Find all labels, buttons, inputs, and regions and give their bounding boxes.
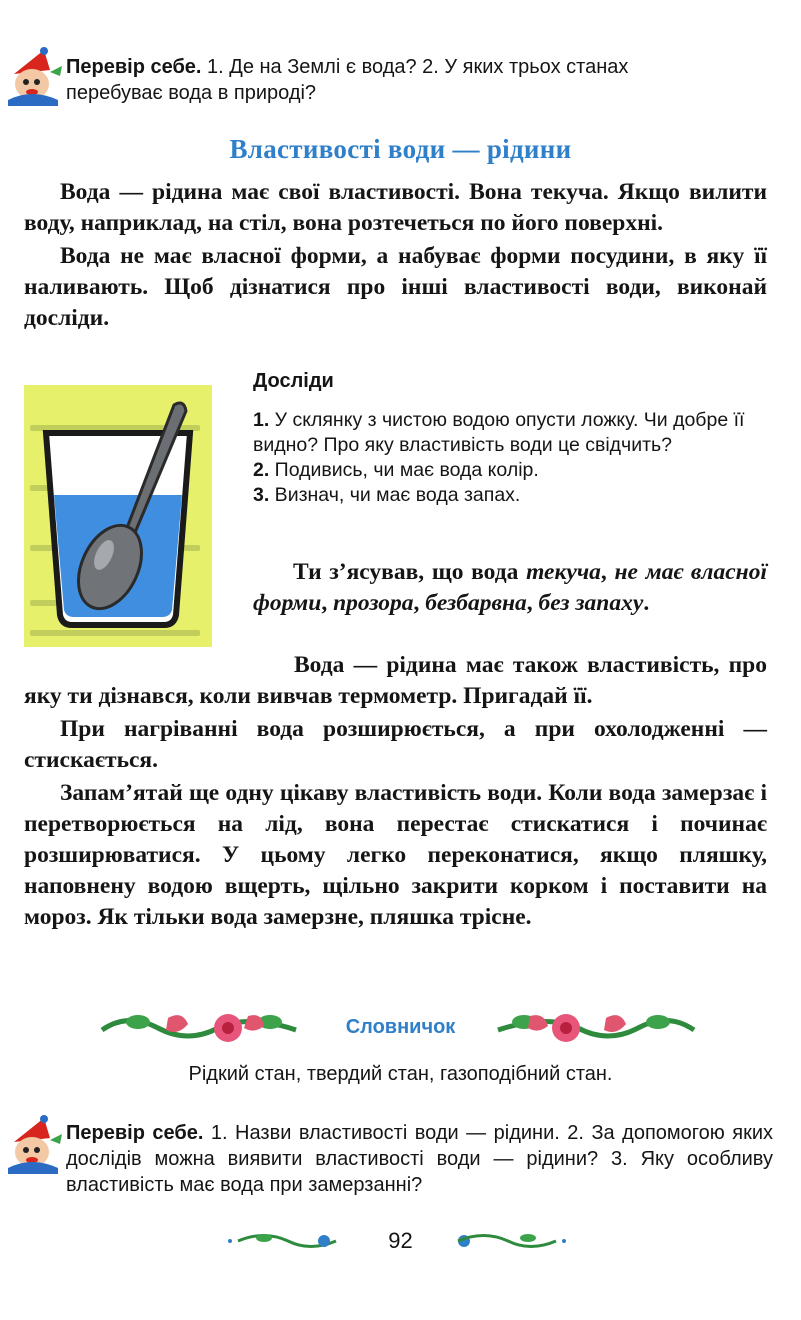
paragraph-thermometer: Вода — рідина має також властивість, про яку ти дізнався, коли вивчав термометр. Пригадай її.: [24, 652, 767, 709]
property-colorless: безбарвна: [425, 590, 527, 616]
check-yourself-text: [66, 1120, 773, 1198]
property-transparent: прозора: [333, 590, 414, 616]
paragraph-expansion: При нагріванні вода розширюється, а при охолодженні — стискається.: [24, 716, 767, 773]
conclusion-text: [253, 557, 767, 619]
check-yourself-label: Перевір себе.: [66, 1122, 204, 1144]
check-question-line2: перебуває вода в природі?: [66, 82, 317, 104]
glossary-text: Рідкий стан, твердий стан, газоподібний стан.: [188, 1063, 613, 1085]
main-paragraphs: [24, 650, 767, 935]
separator: ,: [600, 559, 615, 585]
check-question-line1: 1. Де на Землі є вода? 2. У яких трьох станах: [201, 56, 629, 78]
intro-paragraphs: [24, 177, 767, 336]
experiment-number: 3.: [253, 484, 270, 506]
experiment-item: [253, 408, 778, 458]
conclusion-paragraph: [253, 557, 767, 621]
gnome-icon: [4, 1112, 66, 1174]
check-yourself-label: Перевір себе.: [66, 56, 202, 78]
experiment-item: [253, 458, 778, 483]
experiment-text: У склянку з чистою водою опусти ложку. Чи добре її видно? Про яку властивість води це свідчить?: [253, 409, 745, 456]
experiment-number: 1.: [253, 409, 270, 431]
separator: .: [643, 590, 650, 616]
experiments-list: [253, 408, 778, 508]
check-questions: 1. Назви властивості води — рідини. 2. За допомогою яких дослідів можна виявити властивості води — рідини? 3. Яку особливу властивість має вода при замерзанні?: [66, 1122, 773, 1196]
glossary-title: Словничок: [345, 1016, 456, 1038]
glass-with-spoon-illustration: [24, 385, 212, 647]
separator: ,: [526, 590, 539, 616]
property-no-shape: не має власної форми: [253, 559, 767, 616]
intro-paragraph-1: Вода — рідина має свої властивості. Вона текуча. Якщо вилити воду, наприклад, на стіл, вона розтечеться по його поверхні.: [24, 179, 767, 236]
gnome-icon: [4, 44, 66, 106]
footer-ornament-right-icon: [450, 1230, 570, 1252]
separator: ,: [413, 590, 426, 616]
experiments-title: Досліди: [253, 370, 334, 392]
experiment-item: [253, 483, 778, 508]
property-fluid: текуча: [526, 559, 601, 585]
separator: ,: [321, 590, 334, 616]
section-heading: Властивості води — рідини: [229, 134, 572, 164]
experiment-text: Подивись, чи має вода колір.: [269, 459, 539, 481]
experiment-text: Визнач, чи має вода запах.: [269, 484, 521, 506]
property-odorless: без запаху: [538, 590, 644, 616]
check-yourself-text: [66, 54, 773, 106]
page-number: 92: [388, 1228, 413, 1253]
conclusion-lead: Ти з’ясував, що вода: [293, 559, 527, 585]
paragraph-freezing: Запам’ятай ще одну цікаву властивість води. Коли вода замерзає і перетворюється на лід, вона перестає стискатися і починає розширюватися. У цьому легко переконатися, якщо пляшку, наповнену водою вщерть, щільно закрити корком і поставити на мороз. Як тільки вода замерзне, пляшка трісне.: [24, 780, 767, 930]
intro-paragraph-2: Вода не має власної форми, а набуває форми посудини, в яку її наливають. Щоб дізнатися про інші властивості води, виконай досліди.: [24, 243, 767, 331]
experiment-number: 2.: [253, 459, 270, 481]
